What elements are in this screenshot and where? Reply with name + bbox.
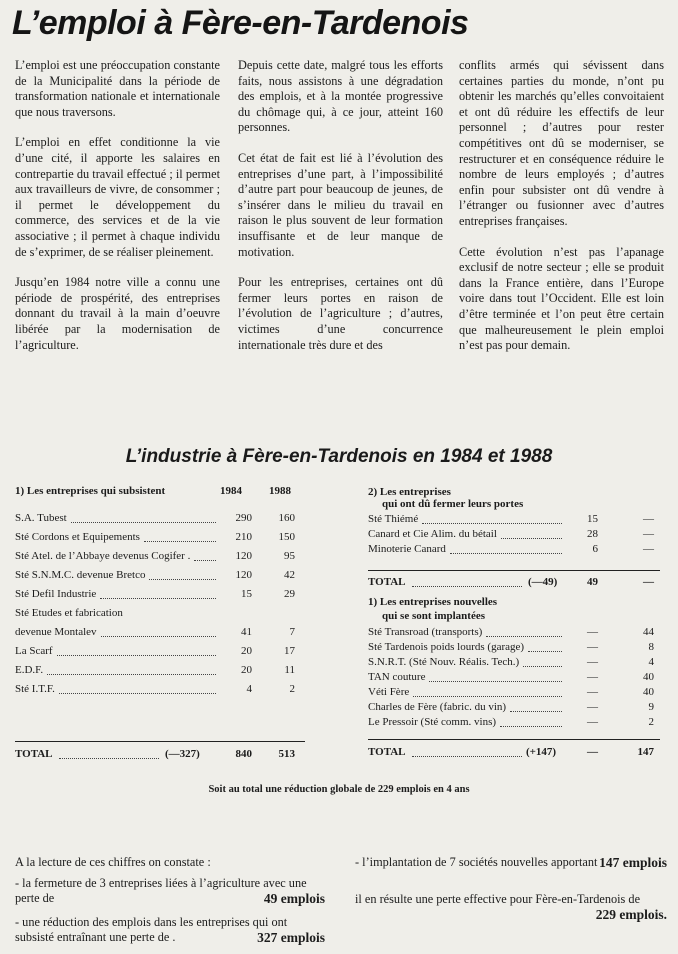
value-b: 40 [643, 671, 654, 683]
paragraph: Cet état de fait est lié à l’évolution des entreprises d’une part, à l’impossibilité d’autre part pour beaucoup de jeunes, de s’insérer dans le milieu du travail en raison le plus souvent de leur formation insuffisante et de leur manque de motivation. [238, 150, 443, 259]
table-heading: 1) Les entreprises qui subsistent [15, 485, 166, 497]
leader-dots [59, 748, 159, 759]
summary-line: Soit au total une réduction globale de 229 emplois en 4 ans [208, 784, 470, 795]
value-a: 4 [246, 683, 252, 695]
value-a: — [587, 671, 598, 683]
table-heading: 1) Les entreprises nouvelles [368, 596, 498, 608]
leader-dots [59, 683, 216, 694]
value-b: 29 [284, 588, 295, 600]
value-a: 120 [235, 550, 252, 562]
table-row [368, 716, 660, 731]
company-name: TAN couture [368, 671, 426, 683]
company-name: Véti Fère [368, 686, 410, 698]
conclusion-value: 147 emplois [599, 855, 667, 870]
value-a: 20 [241, 645, 252, 657]
value-a: — [587, 641, 598, 653]
leader-dots [101, 626, 216, 637]
total-label: TOTAL [368, 746, 406, 758]
value-b: 9 [648, 701, 654, 713]
leader-dots [523, 656, 562, 667]
leader-dots [57, 645, 216, 656]
table-row [368, 641, 660, 656]
company-name: Charles de Fère (fabric. du vin) [368, 701, 507, 713]
value-a: — [587, 656, 598, 668]
conclusion-item [355, 855, 667, 870]
divider [368, 570, 660, 571]
value-b: 11 [284, 664, 295, 676]
table-row [368, 701, 660, 716]
leader-dots [528, 641, 562, 652]
table-row [15, 683, 305, 702]
company-name: Sté Etudes et fabrication [15, 607, 123, 619]
table-row [368, 528, 660, 543]
total-difference: (+147) [526, 746, 557, 758]
divider [368, 739, 660, 740]
text-column-2 [238, 58, 443, 368]
table-row [15, 550, 305, 569]
value-a: — [587, 701, 598, 713]
leader-dots [144, 531, 216, 542]
paragraph: Jusqu’en 1984 notre ville a connu une période de prospérité, des entreprises donnant du travail à la main d’oeuvre libérée par la modernisation de l’agriculture. [15, 275, 220, 352]
conclusion-right [355, 855, 667, 922]
value-b: 95 [284, 550, 295, 562]
total-1988: 513 [278, 748, 295, 760]
value-b: 160 [278, 512, 295, 524]
value-a: — [587, 716, 598, 728]
leader-dots [486, 626, 562, 637]
company-name: Sté Defil Industrie [15, 588, 97, 600]
column-header-1984: 1984 [220, 485, 242, 497]
table-row [15, 626, 305, 645]
paragraph: L’emploi est une préoccupation constante de la Municipalité dans la période de transformation nationale et internationale que nous traversons. [15, 58, 220, 119]
table-header [15, 485, 305, 499]
leader-dots [194, 550, 216, 561]
company-name: Sté Thiémé [368, 513, 419, 525]
company-name: Canard et Cie Alim. du bétail [368, 528, 497, 540]
company-name: La Scarf [15, 645, 53, 657]
value-b: 17 [284, 645, 295, 657]
conclusion-item [15, 915, 325, 945]
total-row [15, 748, 305, 767]
paragraph: Depuis cette date, malgré tous les efforts faits, nous assistons à une dégradation des emplois, et à la montée progressive du chômage qui, à ce jour, atteint 160 personnes. [238, 58, 443, 135]
leader-dots [71, 512, 216, 523]
total-label: TOTAL [15, 748, 53, 760]
company-name: Sté I.T.F. [15, 683, 55, 695]
total-a: — [587, 746, 598, 758]
table-row [15, 531, 305, 550]
value-a: — [587, 686, 598, 698]
value-b: 8 [648, 641, 654, 653]
leader-dots [500, 716, 562, 727]
conclusion-text: - une réduction des emplois dans les entreprises qui ont subsisté entraînant une perte de . [15, 915, 288, 944]
value-a: 41 [241, 626, 252, 638]
column-header-1988: 1988 [269, 485, 291, 497]
conclusion-value: 327 emplois [257, 930, 325, 945]
table-row [15, 607, 305, 626]
paragraph: Cette évolution n’est pas l’apanage exclusif de notre secteur ; elle se produit dans la France entière, dans l’Europe voire dans tout l’Occident. Elle est loin d’être terminée et l’on peut être certain que malheureusement le plein emploi n’est pas pour demain. [459, 244, 664, 353]
text-column-3 [459, 58, 664, 369]
value-b: 7 [289, 626, 295, 638]
leader-dots [450, 543, 562, 554]
conclusion-value: 229 emplois. [595, 907, 667, 922]
leader-dots [422, 513, 562, 524]
total-b: 147 [637, 746, 654, 758]
total-1984: 840 [235, 748, 252, 760]
table-row [368, 626, 660, 641]
leader-dots [412, 746, 522, 757]
leader-dots [100, 588, 216, 599]
conclusion-text: - l’implantation de 7 sociétés nouvelles apportant [355, 855, 598, 869]
value-b: — [643, 543, 654, 555]
value-b: 150 [278, 531, 295, 543]
table-row [15, 664, 305, 683]
value-a: 28 [587, 528, 598, 540]
total-difference: (—49) [528, 576, 558, 588]
leader-dots [47, 664, 216, 675]
conclusion-text: il en résulte une perte effective pour Fère-en-Tardenois de [355, 892, 641, 906]
table-row [15, 569, 305, 588]
value-a: 210 [235, 531, 252, 543]
company-name: devenue Montalev [15, 626, 97, 638]
divider [15, 741, 305, 742]
value-b: 2 [289, 683, 295, 695]
value-b: 40 [643, 686, 654, 698]
conclusion-text: - la fermeture de 3 entreprises liées à l’agriculture avec une perte de [15, 876, 307, 905]
conclusion-intro: A la lecture de ces chiffres on constate : [15, 855, 211, 869]
leader-dots [429, 671, 562, 682]
total-label: TOTAL [368, 576, 406, 588]
table-row [368, 543, 660, 558]
company-name: E.D.F. [15, 664, 44, 676]
value-b: 44 [643, 626, 654, 638]
table-row [15, 645, 305, 664]
conclusion-left [15, 855, 325, 954]
value-b: — [643, 528, 654, 540]
table-row [368, 513, 660, 528]
paragraph: Pour les entreprises, certaines ont dû fermer leurs portes en raison de l’évolution de l’agriculture ; d’autres, victimes d’une concurrence internationale très dure et des [238, 275, 443, 352]
company-name: S.N.R.T. (Sté Nouv. Réalis. Tech.) [368, 656, 520, 668]
paragraph: conflits armés qui sévissent dans certaines parties du monde, n’ont pu obtenir les marchés qu’elles convoitaient et ont dû réduire les effectifs de leur personnel ; d’autres pour rester compétitives ont dû se moderniser, se restructurer et en conséquence réduire le nombre de leurs employés ; d’autres enfin pour subsister ont dû vendre à l’étranger ou fusionner avec d’autres entreprises françaises. [459, 58, 664, 228]
table-surviving-companies [15, 485, 305, 760]
company-name: S.A. Tubest [15, 512, 67, 524]
value-a: 290 [235, 512, 252, 524]
leader-dots [412, 576, 522, 587]
leader-dots [413, 686, 562, 697]
paragraph: L’emploi en effet conditionne la vie d’une cité, il apporte les salaires en contrepartie du travail effectué ; il permet aux travailleurs de vivre, de consommer ; il permet le développement du commerce, des services et de la vie associative ; il permet à chaque individu de s’exprimer, de se réaliser pleinement. [15, 135, 220, 259]
table-heading: qui se sont implantées [382, 610, 485, 622]
company-name: Minoterie Canard [368, 543, 446, 555]
table-heading: qui ont dû fermer leurs portes [382, 498, 524, 510]
conclusion-item [355, 892, 667, 922]
value-a: 20 [241, 664, 252, 676]
value-a: 15 [241, 588, 252, 600]
leader-dots [149, 569, 216, 580]
total-a: 49 [587, 576, 598, 588]
total-difference: (—327) [165, 748, 200, 760]
value-b: — [643, 513, 654, 525]
page-title: L’emploi à Fère-en-Tardenois [12, 4, 469, 42]
value-a: 6 [592, 543, 598, 555]
total-row [368, 746, 660, 761]
value-b: 2 [648, 716, 654, 728]
total-row [368, 576, 660, 591]
value-b: 42 [284, 569, 295, 581]
section-title: L’industrie à Fère-en-Tardenois en 1984 et 1988 [125, 446, 553, 467]
company-name: Sté Transroad (transports) [368, 626, 483, 638]
value-b: 4 [648, 656, 654, 668]
leader-dots [501, 528, 562, 539]
value-a: — [587, 626, 598, 638]
company-name: Sté Tardenois poids lourds (garage) [368, 641, 525, 653]
value-a: 120 [235, 569, 252, 581]
table-row [15, 588, 305, 607]
table-closed-and-new-companies [368, 486, 660, 758]
table-row [15, 512, 305, 531]
table-row [368, 686, 660, 701]
table-heading: 2) Les entreprises [368, 486, 451, 498]
total-b: — [643, 576, 654, 588]
conclusion-value: 49 emplois [263, 891, 325, 906]
table-row [368, 656, 660, 671]
company-name: Sté S.N.M.C. devenue Bretco [15, 569, 146, 581]
company-name: Sté Cordons et Equipements [15, 531, 140, 543]
leader-dots [510, 701, 562, 712]
company-name: Le Pressoir (Sté comm. vins) [368, 716, 497, 728]
value-a: 15 [587, 513, 598, 525]
table-row [368, 671, 660, 686]
company-name: Sté Atel. de l’Abbaye devenus Cogifer . [15, 550, 191, 562]
conclusion-item [15, 876, 325, 906]
text-column-1 [15, 58, 220, 368]
